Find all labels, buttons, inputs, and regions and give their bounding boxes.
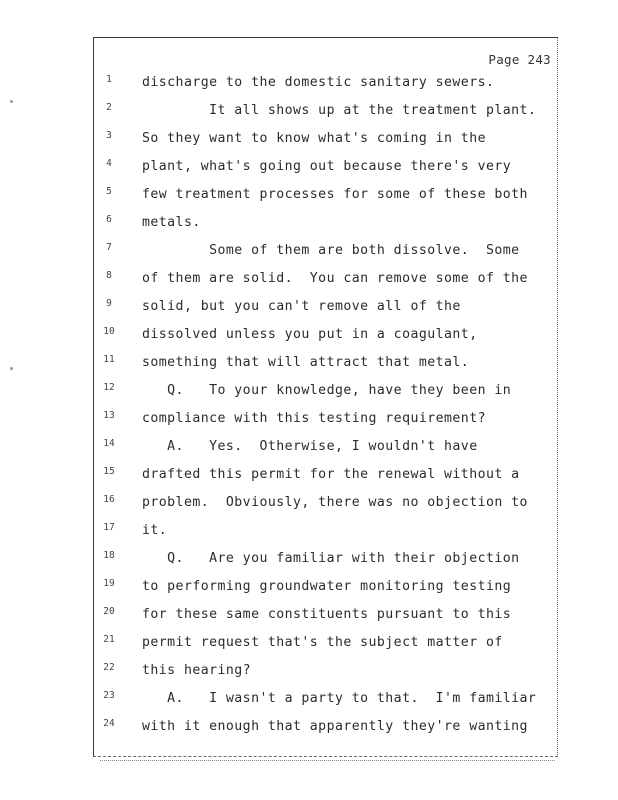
line-text: Q. To your knowledge, have they been in <box>142 383 512 398</box>
line-number: 11 <box>103 354 115 365</box>
transcript-line <box>94 130 557 162</box>
line-number: 10 <box>103 326 115 337</box>
line-number: 23 <box>103 690 115 701</box>
line-number: 9 <box>106 298 112 309</box>
page-number: Page 243 <box>488 52 551 67</box>
line-text: So they want to know what's coming in the <box>142 131 486 146</box>
line-number: 24 <box>103 718 115 729</box>
line-text: A. I wasn't a party to that. I'm familiar <box>142 691 537 706</box>
line-text: for these same constituents pursuant to this <box>142 607 512 622</box>
line-number: 15 <box>103 466 115 477</box>
transcript-line <box>94 494 557 526</box>
transcript-line <box>94 186 557 218</box>
line-text: dissolved unless you put in a coagulant, <box>142 327 478 342</box>
line-number: 21 <box>103 634 115 645</box>
transcript-line <box>94 382 557 414</box>
transcript-line <box>94 634 557 666</box>
transcript-line <box>94 270 557 302</box>
line-text: something that will attract that metal. <box>142 355 470 370</box>
line-text: discharge to the domestic sanitary sewers. <box>142 75 495 90</box>
transcript-page <box>93 37 558 757</box>
line-text: It all shows up at the treatment plant. <box>142 103 537 118</box>
scan-artifact-line <box>100 760 555 763</box>
transcript-line <box>94 522 557 554</box>
line-number: 19 <box>103 578 115 589</box>
transcript-line <box>94 74 557 106</box>
transcript-line <box>94 354 557 386</box>
line-text: to performing groundwater monitoring testing <box>142 579 512 594</box>
line-text: drafted this permit for the renewal without a <box>142 467 520 482</box>
transcript-line <box>94 550 557 582</box>
transcript-line <box>94 214 557 246</box>
line-text: metals. <box>142 215 201 230</box>
line-text: Some of them are both dissolve. Some <box>142 243 520 258</box>
line-number: 14 <box>103 438 115 449</box>
transcript-line <box>94 438 557 470</box>
line-text: plant, what's going out because there's very <box>142 159 512 174</box>
transcript-line <box>94 578 557 610</box>
line-number: 5 <box>106 186 112 197</box>
transcript-line <box>94 606 557 638</box>
line-number: 7 <box>106 242 112 253</box>
scan-speck-middle <box>10 367 13 370</box>
transcript-line <box>94 410 557 442</box>
line-text: problem. Obviously, there was no objection to <box>142 495 528 510</box>
transcript-line <box>94 466 557 498</box>
transcript-lines <box>94 74 557 750</box>
line-number: 1 <box>106 74 112 85</box>
line-text: solid, but you can't remove all of the <box>142 299 461 314</box>
line-number: 17 <box>103 522 115 533</box>
line-number: 12 <box>103 382 115 393</box>
line-text: this hearing? <box>142 663 252 678</box>
line-number: 3 <box>106 130 112 141</box>
line-number: 16 <box>103 494 115 505</box>
line-number: 2 <box>106 102 112 113</box>
line-number: 8 <box>106 270 112 281</box>
line-number: 13 <box>103 410 115 421</box>
transcript-line <box>94 242 557 274</box>
line-text: few treatment processes for some of these both <box>142 187 528 202</box>
scan-speck-top <box>10 100 13 103</box>
line-number: 20 <box>103 606 115 617</box>
line-text: compliance with this testing requirement? <box>142 411 486 426</box>
line-number: 22 <box>103 662 115 673</box>
line-number: 4 <box>106 158 112 169</box>
line-text: Q. Are you familiar with their objection <box>142 551 520 566</box>
line-text: with it enough that apparently they're wanting <box>142 719 528 734</box>
transcript-line <box>94 298 557 330</box>
transcript-line <box>94 718 557 750</box>
transcript-line <box>94 102 557 134</box>
line-text: permit request that's the subject matter of <box>142 635 503 650</box>
line-text: of them are solid. You can remove some of the <box>142 271 528 286</box>
transcript-line <box>94 690 557 722</box>
transcript-line <box>94 662 557 694</box>
line-number: 18 <box>103 550 115 561</box>
line-number: 6 <box>106 214 112 225</box>
line-text: A. Yes. Otherwise, I wouldn't have <box>142 439 478 454</box>
line-text: it. <box>142 523 168 538</box>
transcript-line <box>94 158 557 190</box>
transcript-line <box>94 326 557 358</box>
